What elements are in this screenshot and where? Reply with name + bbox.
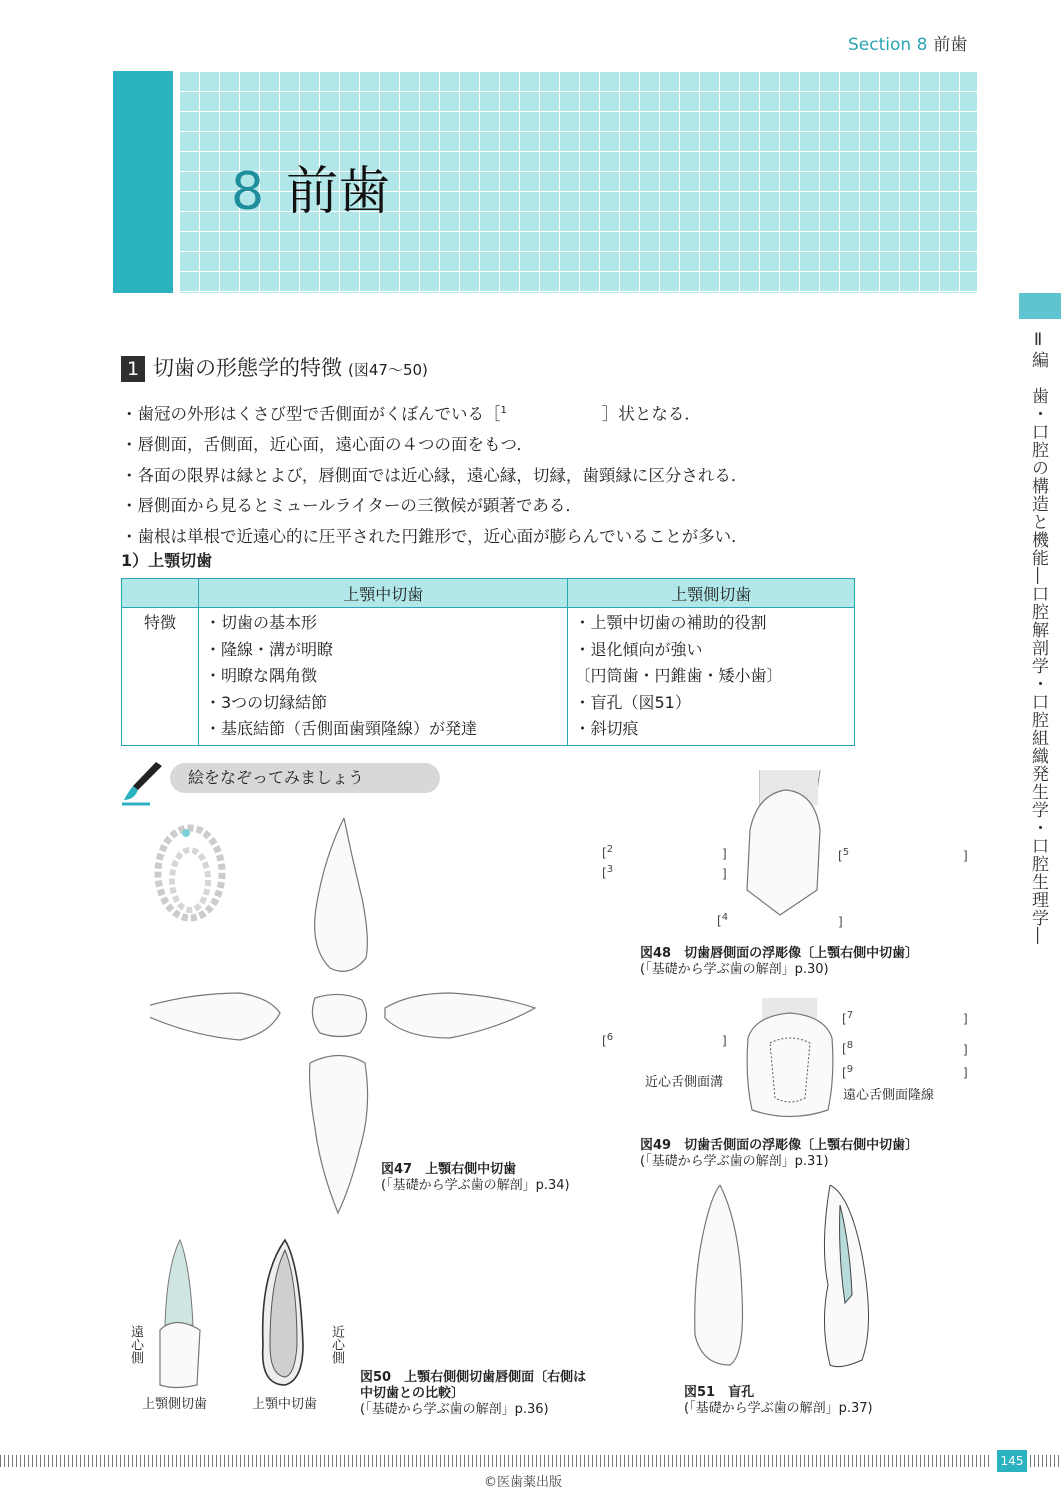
figure-48-caption: [640, 946, 918, 978]
section-heading: [121, 352, 428, 382]
comparison-table: [121, 578, 855, 746]
blank-number: 6: [606, 1032, 614, 1043]
row-label: 特徴: [122, 608, 199, 746]
blank-4: [$^4$: [717, 912, 729, 928]
footer-ruler: [0, 1455, 990, 1467]
bullet-text: ・歯冠の外形はくさび型で舌側面がくぼんでいる［: [121, 404, 501, 424]
chapter-number: 8: [231, 162, 265, 222]
blank-3: [$^3$: [602, 864, 614, 880]
heading-title: 切歯の形態学的特徴: [153, 356, 342, 380]
list-item: ・上顎中切歯の補助的役割: [574, 613, 767, 632]
heading-number: 1: [121, 356, 145, 382]
caption-title: 図49 切歯舌側面の浮彫像〔上顎右側中切歯〕: [640, 1138, 919, 1153]
bullet-item: ・各面の限界は縁とよび，唇側面では近心縁，遠心縁，切縁，歯頸縁に区分される．: [121, 465, 748, 485]
list-item: ・基底結節（舌側面歯頸隆線）が発達: [205, 719, 478, 738]
caption-title: 図48 切歯唇側面の浮彫像〔上顎右側中切歯〕: [640, 946, 919, 961]
caption-source: (「基礎から学ぶ歯の解剖」p.36): [360, 1402, 549, 1417]
figure-50-drawing: [145, 1235, 355, 1390]
trace-label: 絵をなぞってみましょう: [170, 763, 440, 793]
blank-8: [$^8$: [842, 1040, 854, 1056]
banner-accent-bar: [113, 71, 173, 293]
blank-2: [$^2$: [602, 844, 614, 860]
blank-bracket: ]: [722, 1034, 727, 1048]
fig50-right-tooth-label: 上顎中切歯: [252, 1397, 318, 1412]
caption-title: 図51 盲孔: [684, 1385, 755, 1400]
bullet-item: ・唇側面，舌側面，近心面，遠心面の４つの面をもつ．: [121, 435, 533, 454]
blank-bracket: ]: [722, 867, 727, 881]
blank-bracket: ]: [722, 847, 727, 861]
blank-number: 3: [606, 864, 614, 875]
fig50-right-side-label: 近心側: [329, 1325, 344, 1364]
table-header-cell: 上顎側切歯: [568, 579, 855, 608]
blank-5: [$^5$: [838, 847, 850, 863]
fig49-right-label: 遠心舌側面隆線: [843, 1088, 935, 1103]
figure-51-caption: [684, 1385, 873, 1417]
list-item: ・斜切痕: [574, 719, 639, 738]
blank-number: 9: [846, 1064, 854, 1075]
list-item: ・3つの切縁結節: [205, 692, 328, 712]
blank-number: 2: [606, 844, 614, 855]
blank-bracket: ]: [963, 1043, 968, 1057]
blank-bracket: ]: [963, 1012, 968, 1026]
page-number: 145: [997, 1450, 1027, 1472]
list-item: ・隆線・溝が明瞭: [205, 639, 334, 659]
list-item: ・明瞭な隅角徴: [205, 666, 318, 685]
list-item: 〔円筒歯・円錐歯・矮小歯〕: [574, 666, 783, 685]
trace-prompt: [120, 760, 365, 810]
fig50-left-side-label: 遠心側: [128, 1325, 143, 1364]
fig50-left-tooth-label: 上顎側切歯: [142, 1397, 208, 1412]
caption-title: 図47 上顎右側中切歯: [381, 1162, 517, 1177]
table-cell: [568, 608, 855, 746]
bullet-tail: ］状となる．: [601, 404, 701, 424]
chapter-title: [231, 149, 390, 224]
list-item: ・盲孔（図51）: [574, 692, 691, 712]
copyright: ©医歯薬出版: [484, 1475, 563, 1490]
caption-source: (「基礎から学ぶ歯の解剖」p.30): [640, 962, 829, 977]
caption-title: 図50 上顎右側側切歯唇側面〔右側は: [360, 1370, 587, 1385]
list-item: ・退化傾向が強い: [574, 639, 703, 659]
side-tab-text: Ⅱ編 歯・口腔の構造と機能―口腔解剖学・口腔組織発生学・口腔生理学―: [1028, 330, 1048, 945]
figure-49-drawing: [740, 998, 840, 1123]
blank-number: 7: [846, 1010, 854, 1021]
figure-47-drawing: [150, 818, 550, 1218]
chapter-title-text: 前歯: [286, 162, 391, 222]
side-tab-marker: [1019, 293, 1061, 319]
figure-50-caption: [360, 1370, 586, 1418]
heading-ref: (図47〜50): [348, 361, 428, 379]
table-cell: [199, 608, 568, 746]
caption-title: 中切歯との比較〕: [360, 1386, 465, 1401]
caption-source: (「基礎から学ぶ歯の解剖」p.37): [684, 1401, 873, 1416]
blank-bracket: ]: [963, 849, 968, 863]
blank-7: [$^7$: [842, 1010, 854, 1026]
section-label: Section 8: [848, 35, 928, 55]
table-header-row: [122, 579, 855, 608]
blank-number: 5: [842, 847, 850, 858]
bullet-item: ・歯根は単根で近遠心的に圧平された円錐形で，近心面が膨らんでいることが多い．: [121, 526, 748, 546]
blank-bracket: ]: [838, 915, 843, 929]
blank-9: [$^9$: [842, 1064, 854, 1080]
figure-51-drawing: [690, 1185, 890, 1375]
figure-48-drawing: [735, 770, 835, 920]
bullet-item: [121, 396, 901, 430]
caption-source: (「基礎から学ぶ歯の解剖」p.34): [381, 1178, 570, 1193]
figure-49-caption: [640, 1138, 918, 1170]
bullet-list: [121, 396, 901, 552]
blank-number: 4: [721, 912, 729, 923]
bullet-item: ・唇側面から見るとミュールライターの三徴候が顕著である．: [121, 496, 582, 515]
figure-47-caption: [381, 1162, 570, 1194]
blank-number: 1: [500, 405, 507, 416]
caption-source: (「基礎から学ぶ歯の解剖」p.31): [640, 1154, 829, 1169]
section-title: 前歯: [933, 35, 968, 55]
chapter-banner: [113, 71, 977, 293]
dental-arch-icon: [158, 828, 222, 918]
table-header-cell: 上顎中切歯: [199, 579, 568, 608]
footer-ruler: [1030, 1455, 1061, 1467]
fig49-left-label: 近心舌側面溝: [645, 1075, 724, 1090]
section-header: [848, 30, 967, 55]
blank-number: 8: [846, 1040, 854, 1051]
list-item: ・切歯の基本形: [205, 613, 318, 632]
subheading: 1）上顎切歯: [121, 551, 213, 570]
table-row: [122, 608, 855, 746]
blank-bracket: ]: [963, 1066, 968, 1080]
table-header-cell: [122, 579, 199, 608]
blank-6: [$^6$: [602, 1032, 614, 1048]
brush-icon: [120, 760, 170, 806]
